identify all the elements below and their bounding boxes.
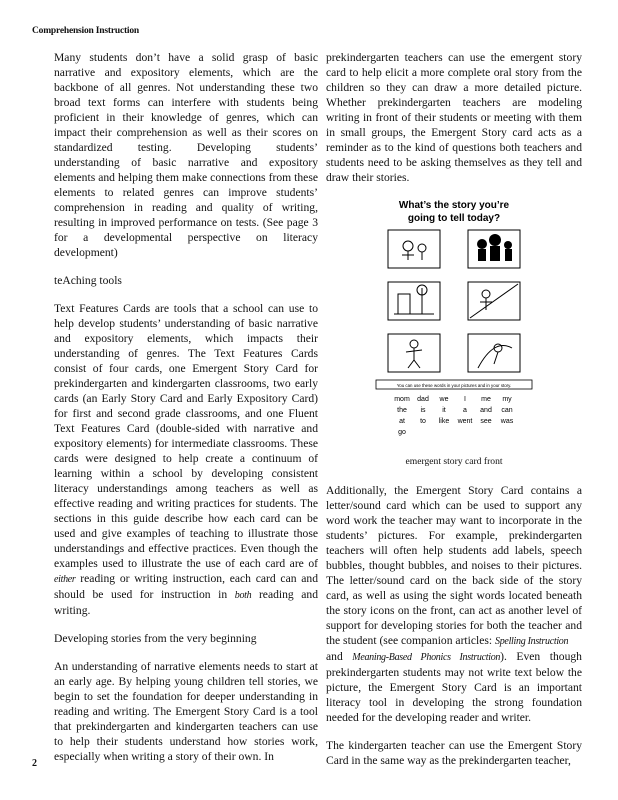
sight-word: me <box>481 396 491 403</box>
paragraph-text: Text Features Cards are tools that a school can use to help develop students’ understanding of basic narrative and expository elements, which impacts their understanding of genres. The Text Features Cards consist of four cards, one Emergent Story Card for prekindergarten and kindergarten classrooms, two early cards (an Early Story Card and Early Expository Card) for first and second grade classrooms, and one Fluent Text Features Card (double-sided with narrative and expository elements) for intermediate classrooms. These cards were designed to help create a continuum of learning within a school by developing consistent literacy understandings among teachers as well as effective reading and writing practices for students. The sections in this guide describe how each card can be used and give examples of teaching to illustrate those understandings and effective practices. Even though the examples used to illustrate the use of each card are of <box>54 302 318 570</box>
letter-sound-paragraph <box>326 483 582 725</box>
sight-word: like <box>438 418 450 425</box>
paragraph-text: Additionally, the Emergent Story Card contains a letter/sound card which can be used to support any word work the teacher may want to incorporate in the students’ pictures. For example, prekindergarten teachers will often help students add labels, speech bubbles, thought bubbles, and noises to their pictures. The letter/sound card on the back side of the story card, as well as using the sight words located beneath the story icons on the front, can act as another level of support for developing stories for both the teacher and the student (see companion articles: <box>326 484 582 647</box>
paragraph-text: reading or writing instruction, each card can and should be used for instruction in <box>54 572 319 601</box>
article-title-spelling: Spelling Instruction <box>495 636 569 647</box>
who-icon <box>402 241 426 260</box>
paragraph-text: reading and writing. <box>54 588 319 617</box>
paragraph-text: and <box>326 650 343 663</box>
left-column <box>54 50 318 777</box>
sight-word: was <box>500 418 514 425</box>
emphasis-both: both <box>234 590 252 601</box>
emergent-story-card-figure <box>326 198 582 469</box>
sight-word: went <box>457 418 473 425</box>
sight-word: and <box>480 407 492 414</box>
article-title-phonics: Meaning-Based Phonics Instruction <box>352 652 501 663</box>
sight-word: my <box>502 396 512 403</box>
emphasis-either: either <box>54 574 76 585</box>
sight-word-strip-text: You can use these words in your pictures and in your story. <box>396 383 512 388</box>
story-card-image <box>374 198 534 448</box>
narrative-paragraph: An understanding of narrative elements needs to start at an early age. By helping young children tell stories, we begin to set the foundation for deeper understanding in reading and writing. The Emergent Story Card is a tool that prekindergarten and kindergarten teachers can use to help their students understand how stories work, especially when writing a story of their own. In <box>54 660 318 763</box>
intro-paragraph: Many students don’t have a solid grasp of basic narrative and expository elements, which are the backbone of all genres. Not understanding these two broad text forms can interfere with students being proficient in their knowledge of genres, which can impact their comprehension as well as their scores on standardized testing. Developing students’ understanding of basic narrative and expository elements and helping them make connections from these elements to related genres can improve students’ comprehension in reading and quality of writing, resulting in improved performance on tests. (See page 3 for a developmental perspective on literacy development) <box>54 51 318 259</box>
setting-icon <box>394 285 434 314</box>
ending-icon <box>478 344 512 368</box>
sight-word: the <box>397 407 407 414</box>
sight-word: it <box>442 407 446 414</box>
sight-word: mom <box>394 396 410 403</box>
figure-caption: emergent story card front <box>405 456 503 467</box>
page-number: 2 <box>32 758 37 769</box>
section-heading-developing-stories: Developing stories from the very beginning <box>54 632 257 645</box>
right-column <box>326 50 582 781</box>
story-icon-box <box>388 230 440 268</box>
problem-icon <box>470 284 518 318</box>
section-heading-teaching-tools: teAching tools <box>54 274 122 287</box>
sight-word-grid <box>394 396 514 436</box>
prek-paragraph: prekindergarten teachers can use the emergent story card to help elicit a more complete oral story from the children so they can draw a more detailed picture. Whether prekindergarten teachers are modeling writing in front of their students or meeting with them in small groups, the Emergent Story card acts as a reminder as to the kind of questions both teachers and students need to be asking themselves as they tell and draw their stories. <box>326 51 582 184</box>
card-title-line1: What’s the story you’re <box>398 200 510 211</box>
text-features-paragraph <box>54 301 318 618</box>
sight-word: is <box>420 407 426 414</box>
paragraph-text: ). Even though prekindergarten students may not write text below the picture, the Emergent Story Card is an important literacy tool in developing the strong foundation needed for the developing reader and writer. <box>326 650 582 724</box>
sight-word: at <box>399 418 405 425</box>
kindergarten-paragraph: The kindergarten teacher can use the Emergent Story Card in the same way as the prekindergarten teacher, <box>326 739 582 767</box>
sight-word: can <box>501 407 513 414</box>
sight-word: to <box>420 418 426 425</box>
sight-word: I <box>464 396 466 403</box>
sight-word: we <box>439 396 449 403</box>
sight-word: a <box>463 407 467 414</box>
sight-word: go <box>398 429 406 436</box>
sight-word: see <box>480 418 492 425</box>
characters-icon <box>477 234 512 261</box>
card-title-line2: going to tell today? <box>407 213 501 224</box>
running-head: Comprehension Instruction <box>32 26 139 36</box>
story-icon-box <box>468 334 520 372</box>
sight-word: dad <box>417 396 429 403</box>
action-icon <box>406 340 422 368</box>
